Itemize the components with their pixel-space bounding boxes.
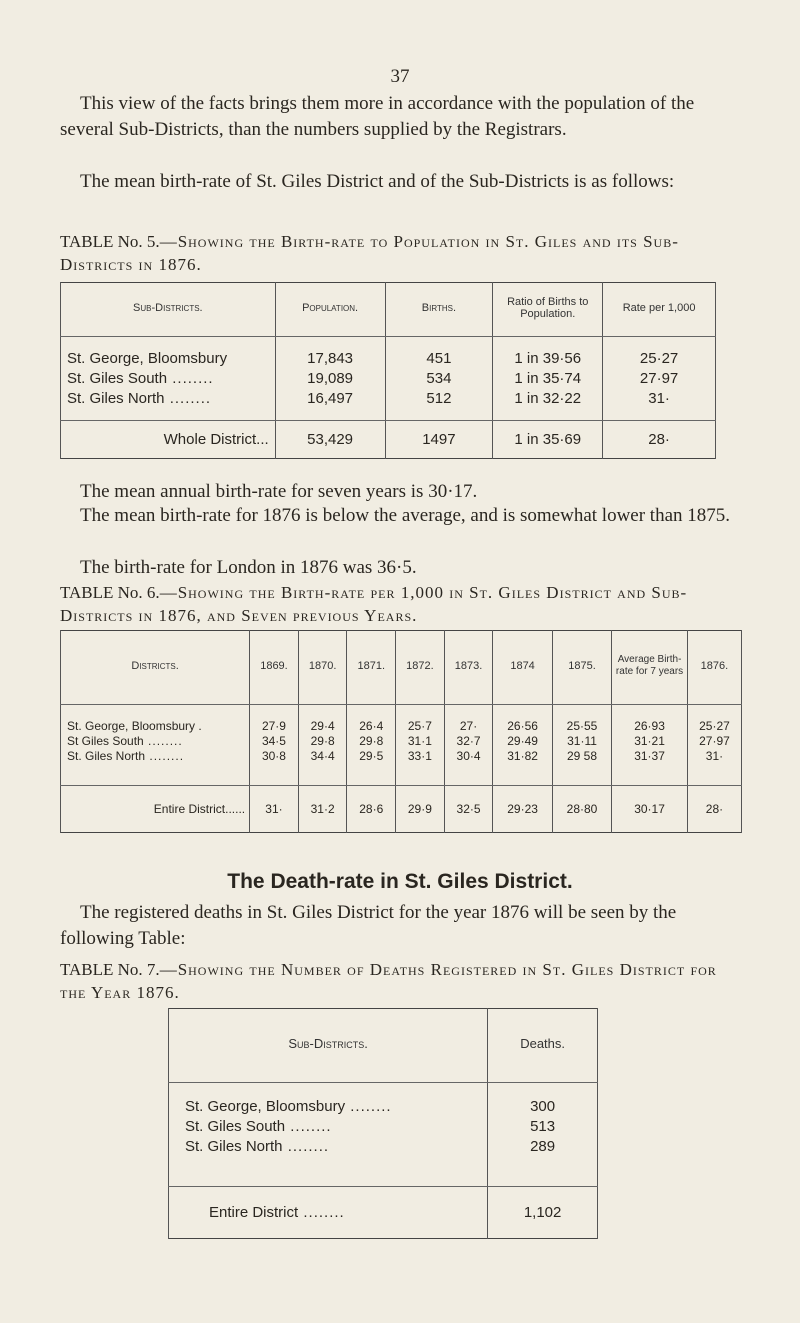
t6-header-1874: 1874: [493, 631, 552, 701]
intro-paragraph-1: This view of the facts brings them more in accordance with the population of the several Sub-Districts, than the numbers supplied by the Registrars.: [60, 93, 695, 140]
table-total-row: Whole District... 53,429 1497 1 in 35·69 28·: [61, 421, 716, 459]
t6-header-districts: Districts.: [61, 631, 250, 701]
table7: [168, 1008, 598, 1239]
t5-header-rate: Rate per 1,000: [603, 283, 716, 333]
t5-header-births: Births.: [385, 283, 493, 333]
t6-header-1871: 1871.: [347, 631, 396, 701]
table-row: St. Giles South ..... 513: [169, 1117, 598, 1137]
intro-paragraph-2: The mean birth-rate of St. Giles District and of the Sub-Districts is as follows:: [80, 171, 675, 192]
death-paragraph: The registered deaths in St. Giles District for the year 1876 will be seen by the following Table:: [60, 902, 677, 949]
table-row: St. Giles North ..... 16,497 512 1 in 32·22 31·: [61, 389, 716, 409]
table-row: St. Giles North ..... 30·8 34·4 29·5 33·1 30·4 31·82 29 58 31·37 31·: [61, 749, 742, 764]
table-total-row: Entire District ..... 1,102: [169, 1187, 598, 1239]
london-birthrate-paragraph: The birth-rate for London in 1876 was 36·5.: [80, 557, 417, 578]
mean-birthrate-paragraph: The mean annual birth-rate for seven years is 30·17.: [80, 481, 478, 502]
table6: [60, 630, 742, 833]
t6-header-1876: 1876.: [687, 631, 741, 701]
table-total-row: Entire District...... 31· 31·2 28·6 29·9 32·5 29·23 28·80 30·17 28·: [61, 786, 742, 833]
t6-header-1870: 1870.: [298, 631, 347, 701]
t5-header-subdistricts: Sub-Districts.: [61, 283, 276, 333]
table-row: St. Giles South ..... 19,089 534 1 in 35·74 27·97: [61, 369, 716, 389]
table-row: St Giles South ..... 34·5 29·8 29·8 31·1 32·7 29·49 31·11 31·21 27·97: [61, 734, 742, 749]
page-number: 37: [390, 66, 410, 87]
t6-header-average: Average Birth-rate for 7 years: [612, 631, 688, 701]
t6-header-1872: 1872.: [396, 631, 445, 701]
death-rate-heading: The Death-rate in St. Giles District.: [227, 870, 573, 893]
t5-header-ratio: Ratio of Births to Population.: [493, 283, 603, 333]
table5: [60, 282, 716, 459]
table-row: St. George, Bloomsbury 17,843 451 1 in 39·56 25·27: [61, 349, 716, 369]
t6-header-1869: 1869.: [250, 631, 299, 701]
t6-header-1873: 1873.: [444, 631, 493, 701]
table-row: St. George, Bloomsbury ..... 300: [169, 1097, 598, 1117]
table6-caption: TABLE No. 6.—Showing the Birth-rate per 1,000 in St. Giles District and Sub-Districts in 1876, and Seven previous Years.: [60, 583, 688, 625]
table-row: St. George, Bloomsbury . 27·9 29·4 26·4 25·7 27· 26·56 25·55 26·93 25·27: [61, 719, 742, 734]
table-row: St. Giles North ..... 289: [169, 1137, 598, 1157]
t5-header-population: Population.: [275, 283, 385, 333]
table5-caption: TABLE No. 5.—Showing the Birth-rate to Population in St. Giles and its Sub-Districts in 1876.: [60, 232, 679, 274]
t7-header-subdistricts: Sub-Districts.: [169, 1009, 488, 1079]
birthrate-1876-paragraph: The mean birth-rate for 1876 is below the average, and is somewhat lower than 1875.: [80, 505, 731, 526]
table7-caption: TABLE No. 7.—Showing the Number of Deaths Registered in St. Giles District for the Year 1876.: [60, 960, 717, 1002]
t7-header-deaths: Deaths.: [488, 1009, 598, 1079]
t6-header-1875: 1875.: [552, 631, 611, 701]
